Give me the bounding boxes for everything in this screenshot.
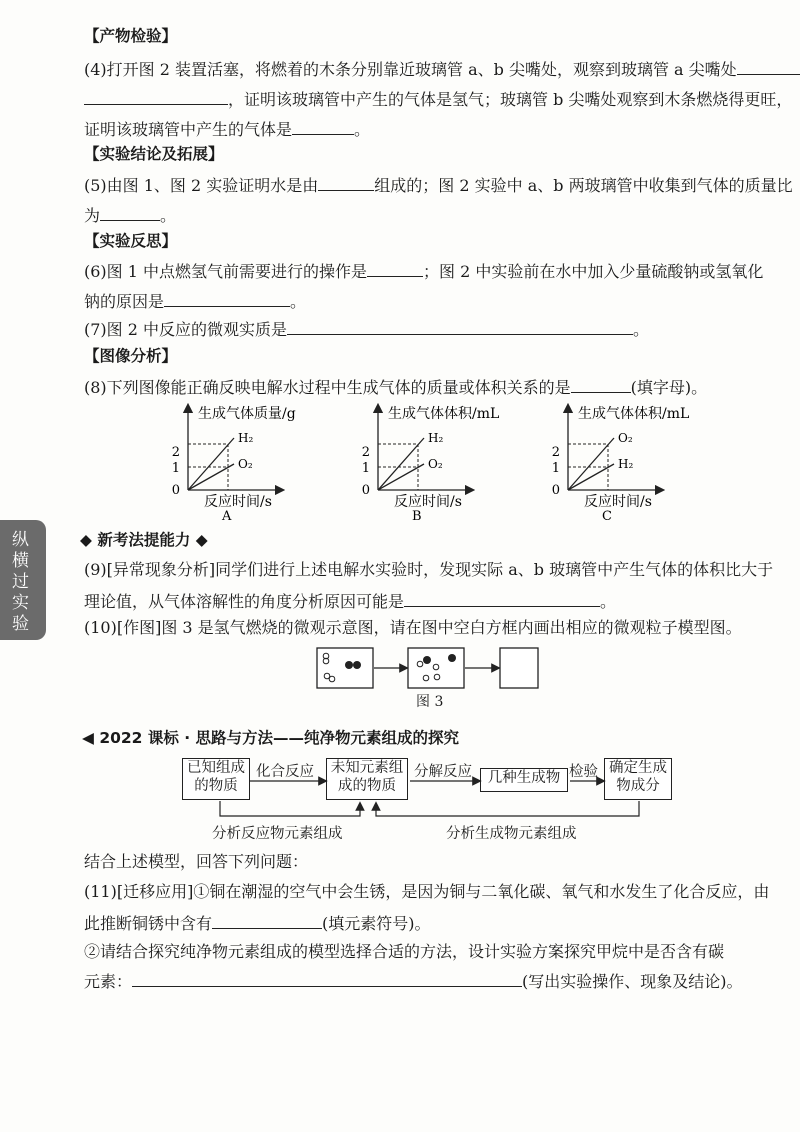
tick-2: 2	[551, 445, 560, 460]
y-axis-label: 生成气体质量/g	[198, 406, 296, 422]
oxygen-atom-icon	[353, 661, 361, 669]
x-axis-label: 反应时间/s	[204, 494, 272, 510]
answer-blank[interactable]	[132, 970, 522, 987]
answer-blank[interactable]	[212, 912, 322, 929]
question-6-line1: (6)图 1 中点燃氢气前需要进行的操作是 ；图 2 中实验前在水中加入少量硫酸钠或氢氧化	[84, 262, 764, 281]
answer-blank[interactable]	[318, 174, 374, 191]
origin-label: 0	[171, 483, 180, 498]
product-blank-box[interactable]	[500, 648, 538, 688]
series-bottom-label: O₂	[238, 457, 253, 471]
series-top-label: H₂	[238, 431, 254, 445]
question-11-line4: 元素： (写出实验操作、现象及结论)。	[84, 972, 743, 991]
reactant-box	[317, 648, 373, 688]
graph-c	[552, 405, 690, 524]
origin-label: 0	[551, 483, 560, 498]
series-bottom-label: O₂	[428, 457, 443, 471]
tick-2: 2	[361, 445, 370, 460]
flow-box-known: 已知组成的物质	[182, 758, 250, 800]
series-top-line	[568, 438, 614, 490]
question-4-line2: ，证明该玻璃管中产生的气体是氢气；玻璃管 b 尖嘴处观察到木条燃烧得更旺，	[84, 88, 792, 110]
section-header-graph-analysis: 【图像分析】	[84, 347, 178, 365]
x-axis-label: 反应时间/s	[584, 494, 652, 510]
question-11-line2: 此推断铜锈中含有 (填元素符号)。	[84, 914, 431, 933]
answer-blank[interactable]	[84, 88, 228, 105]
answer-blank[interactable]	[164, 290, 290, 307]
question-7: (7)图 2 中反应的微观实质是 。	[84, 320, 650, 339]
side-tab: 纵横过实验	[0, 520, 46, 640]
graphs-figure	[140, 400, 700, 526]
question-5-line2: 为 。	[84, 206, 177, 225]
answer-blank[interactable]	[287, 318, 633, 335]
section-header-conclusion: 【实验结论及拓展】	[84, 145, 224, 163]
tick-1: 1	[551, 461, 560, 476]
answer-blank[interactable]	[100, 204, 160, 221]
question-4-line3: 证明该玻璃管中产生的气体是 。	[84, 120, 371, 139]
pen-icon: ◀	[82, 729, 100, 747]
question-4-line1: (4)打开图 2 装置活塞，将燃着的木条分别靠近玻璃管 a、b 尖嘴处，观察到玻璃管 a 尖嘴处	[84, 58, 800, 80]
question-11-line3: ②请结合探究纯净物元素组成的模型选择合适的方法，设计实验方案探究甲烷中是否含有碳	[84, 942, 725, 961]
section-header-product-test: 【产物检验】	[84, 27, 178, 45]
answer-blank[interactable]	[367, 260, 423, 277]
origin-label: 0	[361, 483, 370, 498]
question-6-line2: 钠的原因是 。	[84, 292, 307, 311]
graph-letter: C	[602, 509, 612, 524]
y-axis-label: 生成气体体积/mL	[578, 406, 690, 422]
lead-text: 结合上述模型，回答下列问题：	[84, 852, 309, 871]
section-header-reflection: 【实验反思】	[84, 232, 178, 250]
flow-bottom-label-reactants: 分析反应物元素组成	[212, 826, 343, 842]
series-top-label: H₂	[428, 431, 444, 445]
answer-blank[interactable]	[571, 376, 631, 393]
graph-letter: B	[412, 509, 422, 524]
graph-a	[172, 405, 296, 524]
figure-3-caption: 图 3	[416, 694, 444, 710]
question-10: (10)[作图]图 3 是氢气燃烧的微观示意图，请在图中空白方框内画出相应的微观粒子模型图。	[84, 618, 742, 637]
question-11-line1: (11)[迁移应用]①铜在潮湿的空气中会生锈，是因为铜与二氧化碳、氧气和水发生了化合反应，由	[84, 882, 770, 901]
tick-2: 2	[171, 445, 180, 460]
flow-box-determine: 确定生成物成分	[604, 758, 672, 800]
answer-blank[interactable]	[404, 590, 600, 607]
flow-box-unknown: 未知元素组成的物质	[326, 758, 408, 800]
series-top-label: O₂	[618, 431, 633, 445]
question-9-line2: 理论值，从气体溶解性的角度分析原因可能是 。	[84, 592, 617, 611]
series-top-line	[378, 438, 424, 490]
flow-bottom-label-products: 分析生成物元素组成	[446, 826, 577, 842]
graph-b	[362, 405, 500, 524]
section-header-new-method: ◆ 新考法提能力 ◆	[80, 531, 208, 549]
flow-label-decomposition: 分解反应	[414, 764, 472, 780]
series-bottom-label: H₂	[618, 457, 634, 471]
flow-box-products: 几种生成物	[480, 768, 568, 792]
question-8: (8)下列图像能正确反映电解水过程中生成气体的质量或体积关系的是 (填字母)。	[84, 378, 708, 397]
flow-label-test: 检验	[569, 764, 598, 780]
question-9-line1: (9)[异常现象分析]同学们进行上述电解水实验时，发现实际 a、b 玻璃管中产生气体的体积比大于	[84, 560, 774, 579]
answer-blank[interactable]	[292, 118, 354, 135]
intermediate-box	[408, 648, 464, 688]
oxygen-atom-icon	[345, 661, 353, 669]
series-bottom-line	[188, 464, 234, 490]
tick-1: 1	[361, 461, 370, 476]
x-axis-label: 反应时间/s	[394, 494, 462, 510]
section-header-method: ◀ 2022 课标 · 思路与方法——纯净物元素组成的探究	[82, 729, 460, 747]
series-bottom-line	[568, 464, 614, 490]
y-axis-label: 生成气体体积/mL	[388, 406, 500, 422]
figure-3-diagram	[316, 646, 546, 692]
graph-letter: A	[222, 509, 232, 524]
series-top-line	[188, 438, 234, 490]
series-bottom-line	[378, 464, 424, 490]
tick-1: 1	[171, 461, 180, 476]
flow-label-combination: 化合反应	[256, 764, 314, 780]
question-5-line1: (5)由图 1、图 2 实验证明水是由 组成的；图 2 实验中 a、b 两玻璃管中收集到气体的质量比	[84, 176, 793, 195]
answer-blank[interactable]	[737, 58, 800, 75]
